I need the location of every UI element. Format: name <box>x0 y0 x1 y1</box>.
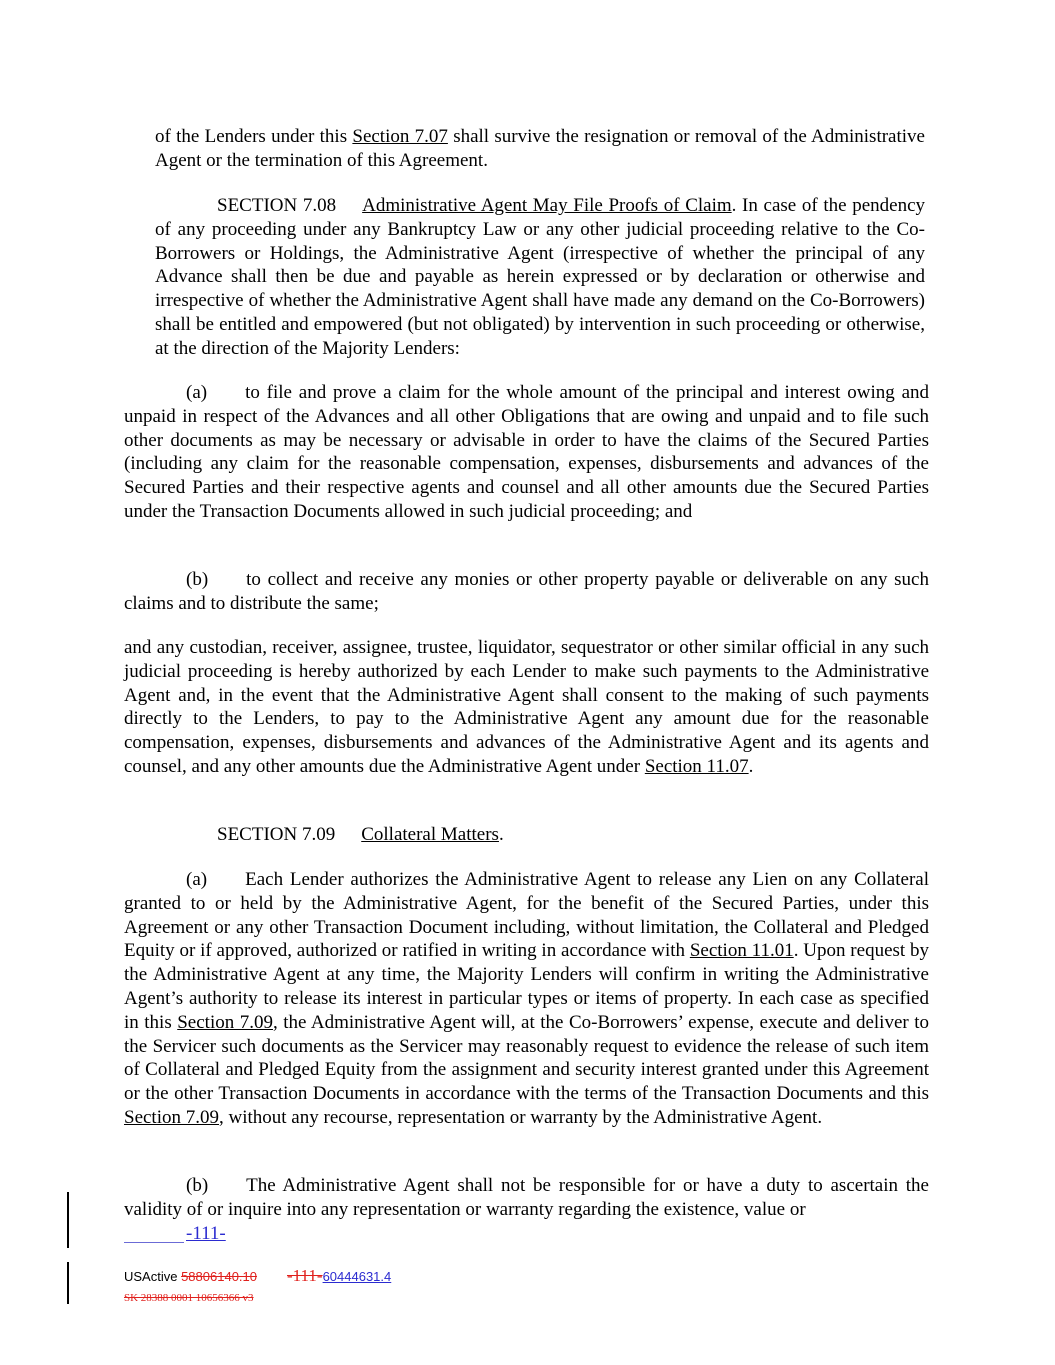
page-number-text: -111- <box>186 1223 226 1244</box>
clause-label: (a) <box>186 869 208 890</box>
paragraph-text: shall survive the resignation or removal of the Administrative Agent or the termination of this Agreement. <box>155 126 925 171</box>
paragraph-text: of the Lenders under this <box>155 126 353 147</box>
section-7-09-clause-a <box>124 868 929 1130</box>
clause-text: Each Lender authorizes the Administrative Agent to release any Lien on any Collateral granted to or held by the Administrative Agent, for the benefit of the Secured Parties, under this Agreement or any other Transaction Document including, without limitation, the Collateral and Pledged Equity or if approved, authorized or ratified in writing in accordance with <box>124 869 929 962</box>
paragraph-continuation <box>155 125 925 173</box>
deleted-page-number: -111- <box>287 1266 323 1285</box>
section-number: SECTION 7.08 <box>217 195 337 216</box>
section-reference-link: Section 11.07 <box>644 755 749 777</box>
clause-text: . Upon request by the Administrative Agent at any time, the Majority Lenders will confirm in writing the Administrative Agent’s authority to release its interest in particular types or items of property. In each case as specified in this <box>124 940 929 1033</box>
section-reference-link: Section 11.01 <box>689 940 794 962</box>
punctuation: . <box>498 824 504 845</box>
document-footer <box>124 1268 391 1285</box>
section-title: Collateral Matters <box>361 824 499 845</box>
section-reference-link: Section 7.09 <box>177 1011 273 1033</box>
clause-text: , without any recourse, representation or warranty by the Administrative Agent. <box>219 1106 823 1128</box>
section-7-08-tail-paragraph <box>124 636 929 779</box>
section-7-09-heading <box>217 823 504 847</box>
section-reference-link: Section 7.09 <box>124 1106 219 1128</box>
clause-label: (b) <box>186 569 209 590</box>
section-number: SECTION 7.09 <box>217 824 336 845</box>
clause-text: to file and prove a claim for the whole amount of the principal and interest owing and unpaid in respect of the Advances and all other Obligations that are owing and unpaid and to file such other documents as may be necessary or advisable in order to have the claims of the Secured Parties (including any claim for the reasonable compensation, expenses, disbursements and advances of the Secured Parties and their respective agents and counsel and all other amounts due the Secured Parties under the Transaction Documents allowed in such judicial proceeding; and <box>124 382 929 522</box>
section-7-09-clause-b <box>124 1174 929 1222</box>
section-body: . In case of the pendency of any proceeding under any Bankruptcy Law or any other judicial proceeding relative to the Co-Borrowers or Holdings, the Administrative Agent (irrespective of whether the principal of any Advance shall then be due and payable as herein expressed or by declaration or otherwise and irrespective of whether the Administrative Agent shall have made any demand on the Co-Borrowers) shall be entitled and empowered (but not obligated) by intervention in such proceeding or otherwise, at the direction of the Majority Lenders: <box>155 195 926 359</box>
clause-label: (a) <box>186 382 208 403</box>
paragraph-text: and any custodian, receiver, assignee, trustee, liquidator, sequestrator or other similar official in any such judicial proceeding is hereby authorized by each Lender to make such payments to the Administrative Agent and, in the event that the Administrative Agent shall consent to the making of such payments directly to the Lenders, to pay to the Administrative Agent any amount due for the reasonable compensation, expenses, disbursements and advances of the Administrative Agent and its agents and counsel, and any other amounts due the Administrative Agent under <box>124 637 929 777</box>
deleted-document-id: 58806140.10 <box>181 1269 257 1284</box>
section-7-08-paragraph <box>155 194 925 361</box>
clause-a-paragraph <box>124 381 929 524</box>
section-reference-link: Section 7.07 <box>352 126 448 147</box>
footer-prefix: USActive <box>124 1269 182 1284</box>
change-bar <box>67 1262 69 1304</box>
punctuation: . <box>748 755 754 777</box>
change-bar <box>67 1192 69 1248</box>
clause-text: The Administrative Agent shall not be responsible for or have a duty to ascertain the validity of or inquire into any representation or warranty regarding the existence, value or <box>124 1175 929 1220</box>
insertion-underline <box>124 1242 184 1243</box>
deleted-reference-id: SK 28388 0001 10656366 v3 <box>124 1292 254 1304</box>
clause-b-paragraph <box>124 568 929 616</box>
clause-text: to collect and receive any monies or other property payable or deliverable on any such claims and to distribute the same; <box>124 569 929 614</box>
section-title: Administrative Agent May File Proofs of Claim <box>362 195 732 216</box>
clause-label: (b) <box>186 1175 209 1196</box>
page-number <box>124 1222 234 1246</box>
clause-text: , the Administrative Agent will, at the Co-Borrowers’ expense, execute and deliver to the Servicer such documents as the Servicer may reasonably request to evidence the release of such item of Collateral and Pledged Equity from the assignment and security interest granted under this Agreement or the other Transaction Documents in accordance with the terms of the Transaction Documents and this <box>124 1011 929 1105</box>
inserted-document-id: 60444631.4 <box>322 1269 392 1284</box>
